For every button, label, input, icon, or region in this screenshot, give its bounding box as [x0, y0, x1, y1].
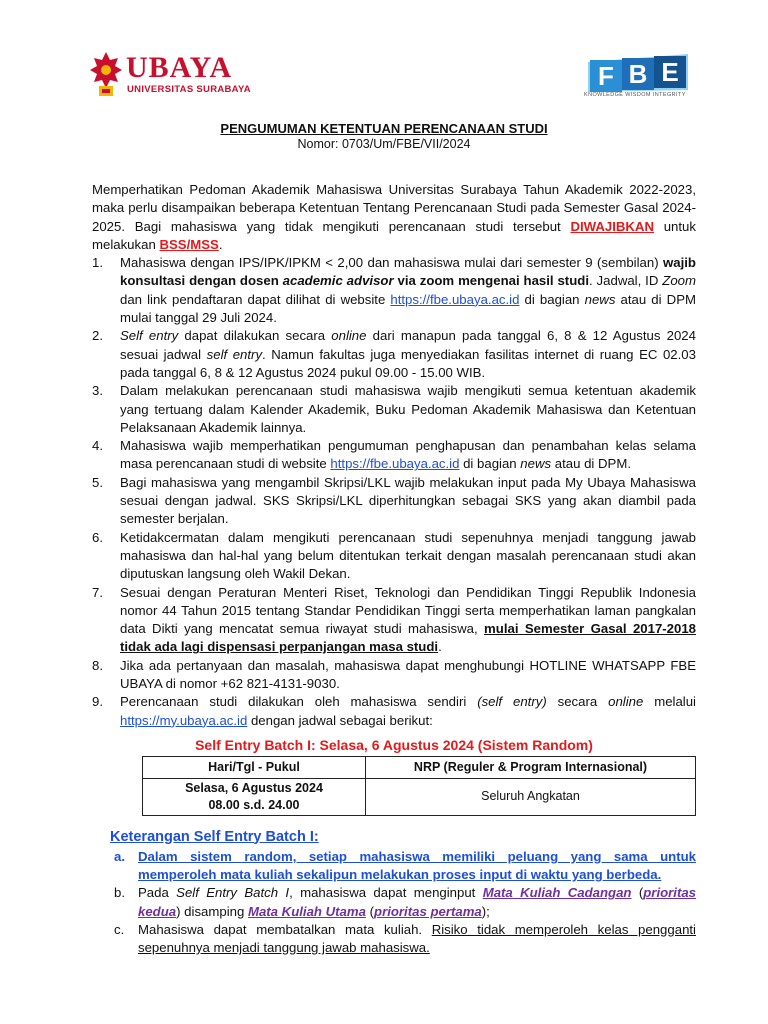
intro-text-2: untuk melakukan	[92, 218, 696, 252]
schedule-date-cell	[143, 778, 366, 815]
item-number: 8.	[92, 657, 103, 673]
list-item	[92, 693, 696, 730]
item-number: b.	[114, 885, 125, 901]
ubaya-logo	[88, 50, 258, 102]
list-item	[92, 437, 696, 474]
item-number: 1.	[92, 255, 103, 271]
note-text: , mahasiswa dapat menginput	[289, 885, 483, 901]
fbe-website-link[interactable]: https://fbe.ubaya.ac.id	[390, 291, 520, 307]
item-text: .	[438, 639, 442, 655]
item-text: . Jadwal, ID	[588, 273, 663, 289]
note-italic: Self Entry Batch I	[176, 885, 290, 901]
note-underline: Risiko tidak memperoleh kelas pengganti sepenuhnya menjadi tanggung jawab mahasiswa.	[138, 921, 696, 956]
item-text: atau di DPM.	[551, 456, 631, 472]
list-item	[92, 884, 696, 921]
item-bold-underline: mulai Semester Gasal 2017-2018 tidak ada lagi dispensasi perpanjangan masa studi	[120, 621, 697, 655]
list-item	[92, 382, 696, 437]
intro-text-3: .	[218, 236, 223, 252]
item-italic: Zoom	[662, 273, 696, 289]
item-number: 9.	[92, 694, 103, 710]
item-text: dengan jadwal sebagai berikut:	[247, 712, 433, 728]
item-italic: news	[584, 291, 616, 307]
table-row	[143, 778, 696, 815]
note-text: ) disamping	[176, 903, 248, 919]
item-italic: Self entry	[120, 328, 179, 344]
document-number: Nomor: 0703/Um/FBE/VII/2024	[297, 137, 471, 151]
item-bold: via zoom mengenai hasil studi	[393, 273, 589, 289]
item-text: Perencanaan studi dilakukan oleh mahasiswa sendiri	[120, 694, 478, 710]
my-ubaya-link[interactable]: https://my.ubaya.ac.id	[120, 712, 248, 728]
note-highlight: prioritas kedua	[138, 885, 697, 919]
item-italic: online	[608, 694, 644, 710]
item-text: Sesuai dengan Peraturan Menteri Riset, Teknologi dan Pendidikan Tinggi Republik Indonesia nomor 44 Tahun 2015 tentang Standar Pendidikan Tinggi serta memperhatikan laman pangkalan data Dikti yang mencatat semua riwayat studi mahasiswa,	[120, 584, 696, 637]
fbe-website-link[interactable]: https://fbe.ubaya.ac.id	[330, 456, 460, 472]
item-text: secara	[546, 694, 609, 710]
item-text: Ketidakcermatan dalam mengikuti perencanaan studi sepenuhnya menjadi tanggung jawab mahasiswa dan hal-hal yang belum ditentukan terkait dengan masalah perencanaan studi akan diputuskan langsung oleh Wakil Dekan.	[120, 529, 696, 582]
schedule-time: 08.00 s.d. 24.00	[208, 797, 300, 812]
item-number: c.	[114, 921, 125, 937]
item-text: melalui	[643, 694, 696, 710]
item-text: Mahasiswa wajib memperhatikan pengumuman penghapusan dan penambahan kelas selama masa perencanaan studi di website	[120, 438, 696, 472]
item-text: di bagian	[459, 456, 521, 472]
item-italic: online	[331, 328, 367, 344]
schedule-table	[142, 756, 696, 815]
item-text: dari manapun pada tanggal 6, 8 & 12 Agustus 2024 sesuai jadwal	[120, 328, 696, 362]
note-text: Dalam sistem random, setiap mahasiswa memiliki peluang yang sama untuk memperoleh mata kuliah sekalipun melakukan proses input di waktu yang berbeda.	[138, 848, 696, 883]
note-text: (	[631, 885, 644, 901]
ubaya-emblem-icon	[88, 50, 124, 100]
list-item	[92, 921, 696, 958]
item-number: 5.	[92, 474, 103, 490]
item-text: Bagi mahasiswa yang mengambil Skripsi/LKL wajib melakukan input pada My Ubaya Mahasiswa sesuai dengan jadwal. SKS Skripsi/LKL diperhitungkan sebagai SKS yang akan diambil pada semester berjalan.	[120, 474, 696, 527]
item-number: 7.	[92, 584, 103, 600]
schedule-nrp-cell: Seluruh Angkatan	[366, 778, 696, 815]
note-highlight: Mata Kuliah Utama	[247, 903, 366, 919]
list-item	[92, 474, 696, 529]
note-highlight: Mata Kuliah Cadangan	[482, 885, 632, 901]
intro-text: Memperhatikan Pedoman Akademik Mahasiswa Universitas Surabaya Tahun Akademik 2022-2023, maka perlu disampaikan beberapa Ketentuan Tentang Perencanaan Studi pada Semester Gasal 2024-2025. Bagi mahasiswa yang tidak mengikuti perencanaan studi tersebut	[92, 182, 696, 234]
column-header-date: Hari/Tgl - Pukul	[143, 757, 366, 778]
note-text: Pada	[138, 885, 177, 901]
required-keyword: DIWAJIBKAN	[570, 218, 654, 234]
fbe-tagline: KNOWLEDGE WISDOM INTEGRITY	[584, 92, 686, 98]
ubaya-subtitle: UNIVERSITAS SURABAYA	[127, 84, 251, 95]
schedule-date: Selasa, 6 Agustus 2024	[185, 780, 323, 795]
item-number: 2.	[92, 328, 103, 344]
bss-mss-keyword: BSS/MSS	[159, 236, 219, 252]
item-bold: wajib konsultasi dengan dosen	[120, 255, 696, 289]
ubaya-wordmark: UBAYA	[126, 51, 233, 84]
item-text: dapat dilakukan secara	[178, 328, 332, 344]
item-italic: news	[520, 456, 552, 472]
item-number: a.	[114, 848, 125, 864]
note-highlight: prioritas pertama	[374, 903, 482, 919]
document-body	[92, 181, 696, 958]
item-text: dan link pendaftaran dapat dilihat di website	[120, 291, 391, 307]
notes-title: Keterangan Self Entry Batch I:	[110, 828, 319, 845]
batch-title: Self Entry Batch I: Selasa, 6 Agustus 2024 (Sistem Random)	[195, 736, 593, 753]
fbe-letter-b: B	[628, 59, 648, 89]
item-text: Jika ada pertanyaan dan masalah, mahasiswa dapat menghubungi HOTLINE WHATSAPP FBE UBAYA di nomor +62 821-4131-9030.	[120, 657, 696, 692]
note-text: Mahasiswa dapat membatalkan mata kuliah.	[138, 921, 432, 937]
list-item	[92, 529, 696, 584]
document-title: PENGUMUMAN KETENTUAN PERENCANAAN STUDI	[220, 121, 548, 136]
note-text: );	[481, 903, 490, 919]
fbe-letter-e: E	[661, 57, 679, 87]
list-item	[92, 327, 696, 382]
item-number: 4.	[92, 438, 103, 454]
list-item	[92, 848, 696, 885]
intro-paragraph	[92, 181, 696, 254]
item-italic: self entry	[206, 346, 263, 362]
column-header-nrp: NRP (Reguler & Program Internasional)	[366, 757, 696, 778]
item-text: Dalam melakukan perencanaan studi mahasiswa wajib mengikuti semua ketentuan akademik yang tertuang dalam Kalender Akademik, Buku Pedoman Akademik Mahasiswa dan Ketentuan Pelaksanaan Akademik lainnya.	[120, 383, 696, 435]
item-text: . Namun fakultas juga menyediakan fasilitas internet di ruang EC 02.03 pada tanggal 6, 8 & 12 Agustus 2024 pukul 09.00 - 15.00 WIB.	[120, 346, 696, 380]
note-text: (	[365, 903, 375, 919]
item-bold-italic: academic advisor	[282, 273, 394, 289]
list-item	[92, 254, 696, 327]
item-italic: (self entry)	[477, 694, 547, 710]
letterhead	[0, 0, 768, 110]
item-text: di bagian	[519, 291, 585, 307]
item-number: 6.	[92, 529, 103, 545]
list-item	[92, 657, 696, 694]
fbe-letter-f: F	[598, 61, 614, 91]
item-number: 3.	[92, 383, 103, 399]
item-text: atau di DPM mulai tanggal 29 Juli 2024.	[120, 291, 696, 326]
table-header-row	[143, 757, 696, 778]
provisions-list	[92, 254, 696, 730]
item-text: Mahasiswa dengan IPS/IPK/IPKM < 2,00 dan mahasiswa mulai dari semester 9 (sembilan)	[120, 255, 664, 271]
list-item	[92, 584, 696, 657]
notes-list	[92, 848, 696, 958]
